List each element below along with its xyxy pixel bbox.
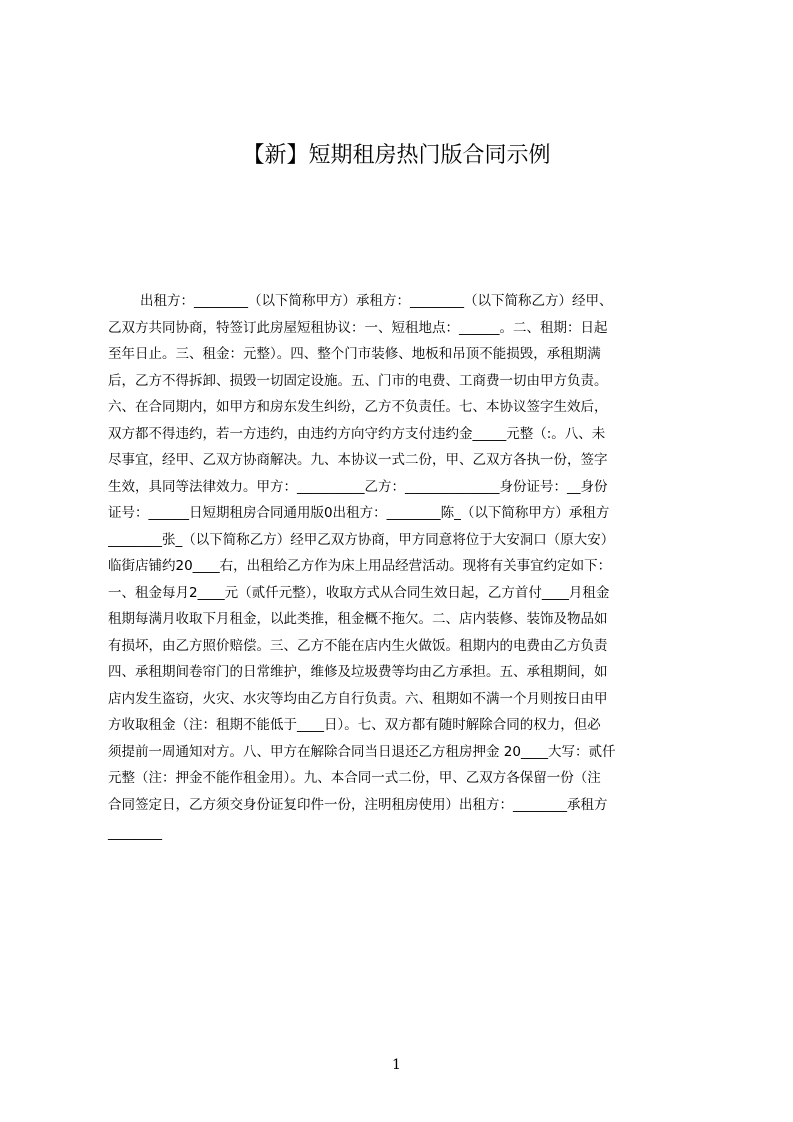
body-line: 元整（注：押金不能作租金用）。九、本合同一式二份，甲、乙双方各保留一份（注 bbox=[108, 770, 601, 786]
body-line: 乙双方共同协商，特签订此房屋短租协议：一、短租地点：______。二、租期：日起 bbox=[108, 319, 608, 336]
body-line: 六、在合同期内，如甲方和房东发生纠纷，乙方不负责任。七、本协议签字生效后， bbox=[108, 399, 608, 415]
body-line: 租期每满月收取下月租金，以此类推，租金概不拖欠。二、店内装修、装饰及物品如 bbox=[108, 611, 608, 627]
signature-blank: ________ bbox=[108, 825, 162, 841]
body-line: 方收取租金（注：租期不能低于____日）。七、双方都有随时解除合同的权力，但必 bbox=[108, 717, 601, 733]
body-line: 合同签定日，乙方须交身份证复印件一份，注明租房使用）出租方：________承租方 bbox=[108, 796, 608, 813]
body-line: 临街店铺约20____右，出租给乙方作为床上用品经营活动。现将有关事宜约定如下： bbox=[108, 558, 612, 574]
body-line: 双方都不得违约，若一方违约，由违约方向守约方支付违约金_____元整（:。八、未 bbox=[108, 425, 606, 442]
contract-body bbox=[108, 288, 700, 818]
document-title: 【新】短期租房热门版合同示例 bbox=[242, 143, 551, 168]
body-line: ________张_（以下简称乙方）经甲乙双方协商，甲方同意将位于大安洞口（原大安） bbox=[108, 531, 615, 548]
body-line: 至年日止。三、租金：元整）。四、整个门市装修、地板和吊顶不能损毁，承租期满 bbox=[108, 346, 601, 362]
body-line: 有损坏，由乙方照价赔偿。三、乙方不能在店内生火做饭。租期内的电费由乙方负责 bbox=[108, 637, 608, 654]
body-line: 一、租金每月2____元（贰仟元整），收取方式从合同生效日起，乙方首付____月租金 bbox=[108, 584, 610, 601]
body-line: 店内发生盗窃，火灾、水灾等均由乙方自行负责。六、租期如不满一个月则按日由甲 bbox=[108, 690, 608, 707]
body-line: 须提前一周通知对方。八、甲方在解除合同当日退还乙方租房押金 20____大写：贰仟 bbox=[108, 743, 616, 760]
body-line: 证号：______日短期租房合同通用版0出租方：________陈_（以下简称甲方）承租方 bbox=[108, 505, 610, 521]
body-line: 后，乙方不得拆卸、损毁一切固定设施。五、门市的电费、工商费一切由甲方负责。 bbox=[108, 372, 608, 389]
body-line: 尽事宜，经甲、乙双方协商解决。九、本协议一式二份，甲、乙双方各执一份，签字 bbox=[108, 452, 608, 468]
body-line: 出租方：________（以下简称甲方）承租方：________（以下简称乙方）经甲、 bbox=[140, 293, 613, 309]
page-number: 1 bbox=[392, 1057, 401, 1073]
body-line: 四、承租期间卷帘门的日常维护，维修及垃圾费等均由乙方承担。五、承租期间，如 bbox=[108, 664, 608, 680]
body-line: 生效，具同等法律效力。甲方：__________乙方：______________身份证号：__身份 bbox=[108, 478, 608, 495]
